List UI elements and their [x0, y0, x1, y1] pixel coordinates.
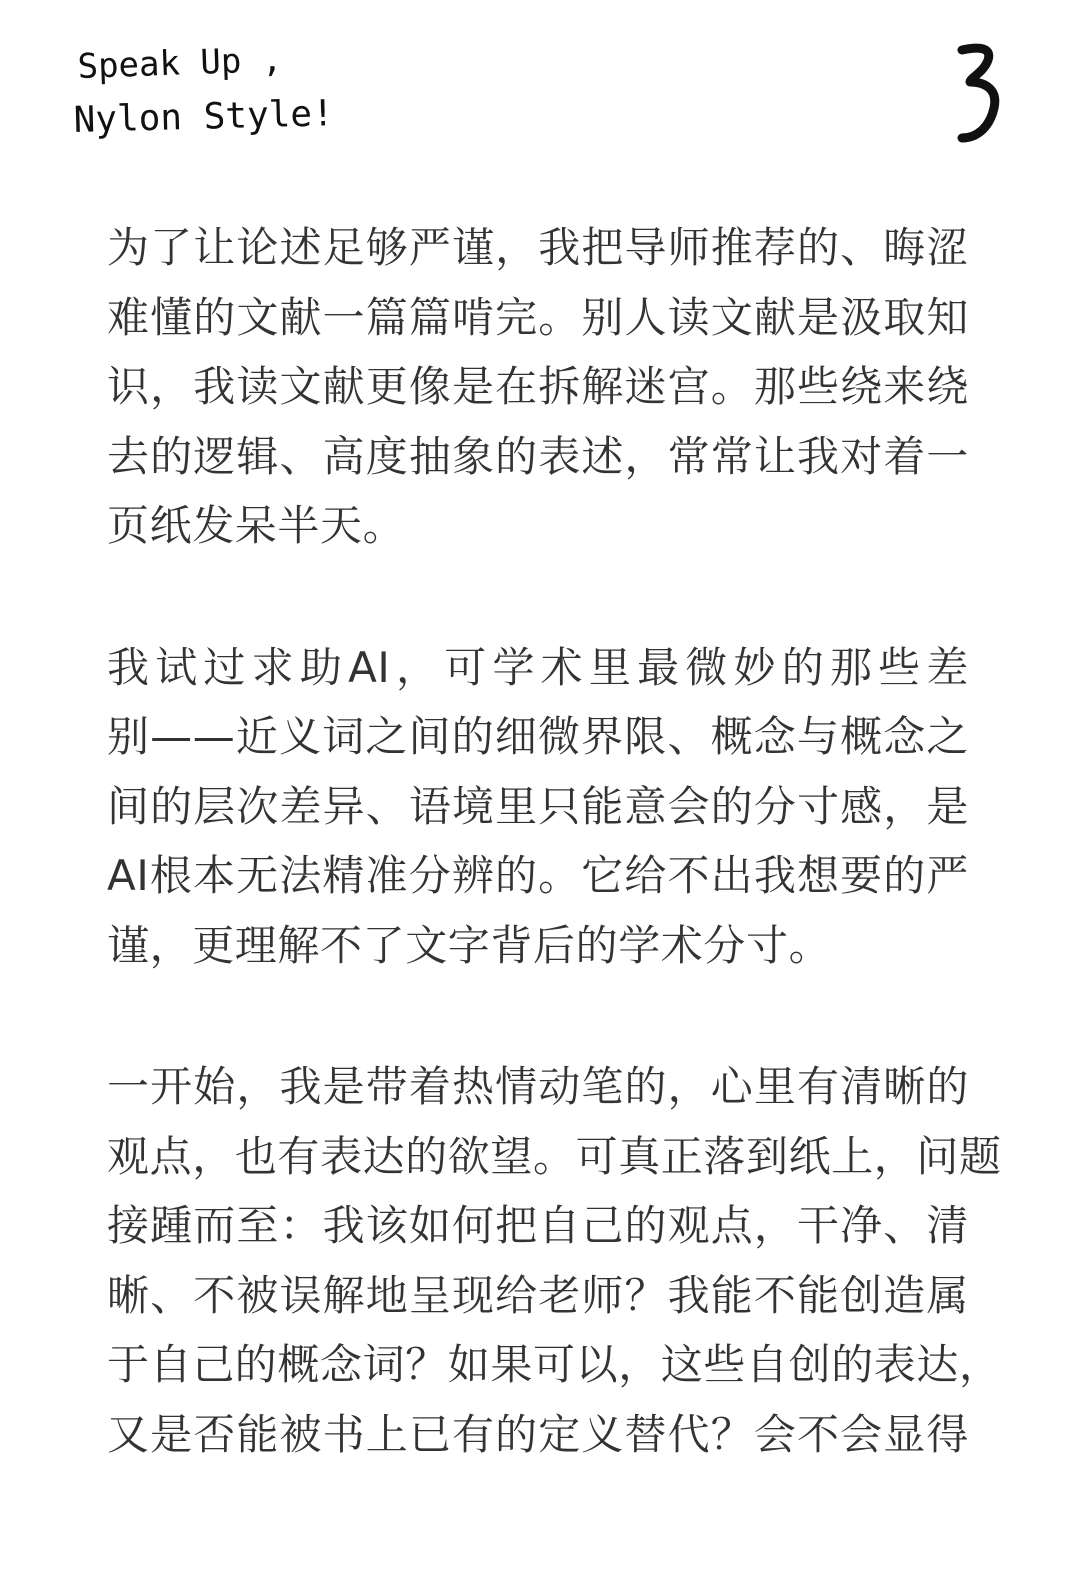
text-line: 识，我读文献更像是在拆解迷宫。那些绕来绕	[107, 362, 969, 411]
page-number-glyph	[940, 38, 1020, 158]
text-line: 接踵而至：我该如何把自己的观点，干净、清	[107, 1201, 969, 1250]
text-line: 谨，更理解不了文字背后的学术分寸。	[107, 920, 832, 970]
text-line: 难懂的文献一篇篇啃完。别人读文献是汲取知	[107, 292, 969, 342]
text-line: 去的逻辑、高度抽象的表述，常常让我对着一	[107, 431, 969, 481]
text-line: AI根本无法精准分辨的。它给不出我想要的严	[107, 851, 969, 900]
paragraph-2	[107, 633, 969, 981]
text-line: 为了让论述足够严谨，我把导师推荐的、晦涩	[107, 223, 969, 272]
text-line: 间的层次差异、语境里只能意会的分寸感，是	[107, 781, 969, 831]
text-line: 又是否能被书上已有的定义替代？会不会显得	[107, 1409, 969, 1459]
text-line: 别——近义词之间的细微界限、概念与概念之	[107, 712, 969, 761]
page-number	[940, 38, 1020, 158]
text-line: 于自己的概念词？如果可以，这些自创的表达，	[107, 1340, 1002, 1389]
text-line: 页纸发呆半天。	[107, 501, 406, 550]
text-line: 一开始，我是带着热情动笔的，心里有清晰的	[107, 1062, 969, 1111]
text-line: 观点，也有表达的欲望。可真正落到纸上，问题	[107, 1131, 1002, 1181]
brand-logo	[70, 40, 350, 160]
brand-handwriting	[70, 40, 350, 160]
text-line: 晰、不被误解地呈现给老师？我能不能创造属	[107, 1270, 969, 1320]
text-line: 我试过求助AI，可学术里最微妙的那些差	[107, 642, 969, 692]
article-body	[107, 213, 1002, 1469]
brand-line-1: Speak Up ,	[76, 40, 283, 87]
brand-line-2: Nylon Style!	[73, 93, 335, 141]
paragraph-3	[107, 1052, 1002, 1469]
paragraph-1	[107, 213, 969, 561]
